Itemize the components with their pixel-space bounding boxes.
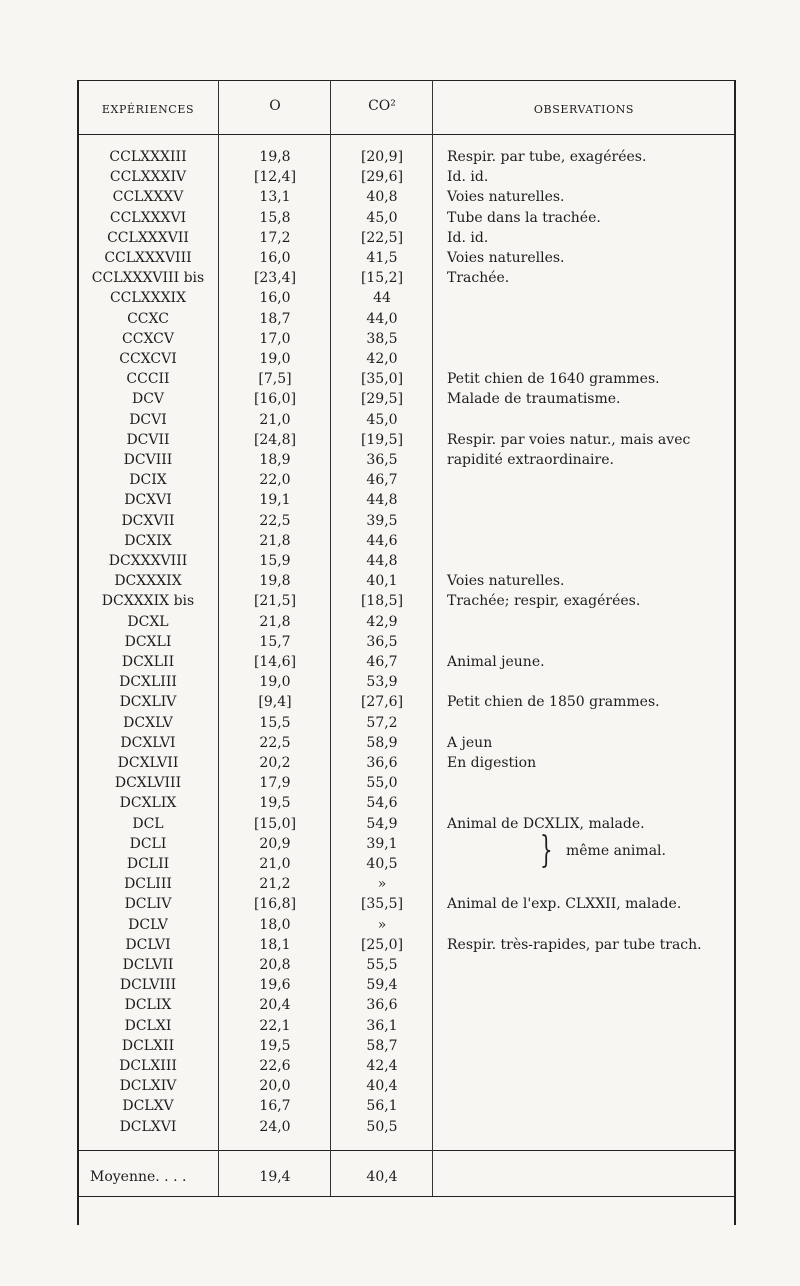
row-experience: DCLVII xyxy=(122,957,174,973)
row-o: 22,0 xyxy=(259,472,291,489)
row-experience: DCLXI xyxy=(124,1017,172,1034)
row-o: 15,7 xyxy=(259,633,291,650)
row-experience: CCLXXXIX xyxy=(109,290,187,307)
total-rule xyxy=(77,1150,736,1151)
row-co2: 42,9 xyxy=(366,613,398,630)
row-o: [14,6] xyxy=(253,654,297,670)
row-experience: CCXCV xyxy=(122,330,174,347)
row-observation: Voies naturelles. xyxy=(447,250,565,266)
row-o: [21,5] xyxy=(253,593,297,610)
row-o: 17,2 xyxy=(259,229,291,246)
row-o: 19,6 xyxy=(259,977,291,994)
row-observation: Voies naturelles. xyxy=(447,189,565,206)
row-observation: Petit chien de 1850 grammes. xyxy=(447,694,660,711)
row-observation: Respir. très-rapides, par tube trach. xyxy=(447,936,702,953)
row-o: 18,9 xyxy=(259,452,291,468)
row-experience: DCLXIV xyxy=(119,1078,177,1095)
row-experience: DCLVIII xyxy=(119,977,177,994)
row-experience: DCXIX xyxy=(124,532,172,549)
footer-co2: 40,4 xyxy=(366,1169,398,1185)
row-co2: 36,1 xyxy=(366,1017,398,1034)
row-experience: DCXVI xyxy=(124,492,172,509)
row-observation: Trachée. xyxy=(447,270,510,287)
row-co2: 56,1 xyxy=(366,1098,398,1115)
row-o: 24,0 xyxy=(259,1118,291,1135)
row-o: 18,0 xyxy=(259,916,291,933)
row-o: [24,8] xyxy=(253,431,297,448)
row-co2: 36,6 xyxy=(366,997,398,1014)
row-experience: DCV xyxy=(131,391,165,408)
row-observation: Id. id. xyxy=(447,229,489,246)
header-co2: CO² xyxy=(368,98,396,114)
row-observation: Respir. par tube, exagérées. xyxy=(447,149,647,165)
row-co2: [15,2] xyxy=(360,270,404,287)
row-experience: CCCII xyxy=(126,371,170,388)
row-o: 20,9 xyxy=(259,835,291,852)
row-experience: DCXXXIX xyxy=(114,573,182,590)
row-co2: 45,0 xyxy=(366,209,398,226)
row-co2: 36,5 xyxy=(366,452,398,468)
row-experience: DCL xyxy=(132,815,164,832)
row-co2: 36,5 xyxy=(366,633,398,650)
row-co2: 59,4 xyxy=(366,977,398,994)
row-co2: 39,5 xyxy=(366,512,398,529)
row-o: 20,0 xyxy=(259,1078,291,1095)
row-co2: 44,6 xyxy=(366,532,398,549)
footer-o: 19,4 xyxy=(259,1169,291,1185)
row-experience: CCLXXXIV xyxy=(109,169,187,186)
row-observation: Animal jeune. xyxy=(447,654,545,670)
row-o: 19,0 xyxy=(259,674,291,691)
row-experience: CCLXXXVIII bis xyxy=(91,270,205,287)
row-experience: DCXLII xyxy=(121,654,175,670)
row-o: 21,8 xyxy=(259,532,291,549)
row-o: 19,1 xyxy=(259,492,291,509)
row-o: 20,4 xyxy=(259,997,291,1014)
row-o: 18,7 xyxy=(259,310,291,327)
row-co2: 44 xyxy=(373,290,391,307)
row-observation: Trachée; respir, exagérées. xyxy=(447,593,641,610)
bracket-icon: } xyxy=(540,830,553,871)
row-experience: DCXLVIII xyxy=(114,775,182,792)
bracket-note: même animal. xyxy=(566,843,666,859)
row-co2: 58,7 xyxy=(366,1037,398,1054)
row-observation: Tube dans la trachée. xyxy=(447,209,601,226)
row-experience: DCXLVI xyxy=(120,734,176,751)
row-experience: DCLXV xyxy=(122,1098,174,1115)
row-o: 22,6 xyxy=(259,1058,291,1074)
header-observations: OBSERVATIONS xyxy=(533,103,635,116)
footer-label: Moyenne. . . . xyxy=(90,1169,187,1185)
row-experience: DCLII xyxy=(126,856,170,872)
row-observation: rapidité extraordinaire. xyxy=(447,452,614,468)
row-observation: Animal de DCXLIX, malade. xyxy=(447,815,645,832)
row-o: 19,0 xyxy=(259,351,291,367)
row-co2: 44,8 xyxy=(366,553,398,569)
row-o: 16,0 xyxy=(259,290,291,307)
row-o: 22,5 xyxy=(259,512,291,529)
row-o: 16,7 xyxy=(259,1098,291,1115)
row-experience: DCLXIII xyxy=(119,1058,177,1074)
row-experience: DCLIII xyxy=(124,876,172,893)
column-divider-2 xyxy=(330,80,331,1196)
row-co2: [29,5] xyxy=(360,391,404,408)
row-co2: 53,9 xyxy=(366,674,398,691)
row-o: 21,8 xyxy=(259,613,291,630)
row-experience: DCLXII xyxy=(121,1037,175,1054)
row-experience: CCLXXXVI xyxy=(109,209,187,226)
row-co2: 54,9 xyxy=(366,815,398,832)
row-o: 21,0 xyxy=(259,856,291,872)
row-o: 15,8 xyxy=(259,209,291,226)
row-co2: 38,5 xyxy=(366,330,398,347)
row-experience: DCLIX xyxy=(124,997,172,1014)
row-co2: [19,5] xyxy=(360,431,404,448)
row-experience: DCXLIX xyxy=(119,795,177,812)
row-co2: [35,5] xyxy=(360,896,404,913)
header-o: O xyxy=(269,98,281,114)
row-observation: En digestion xyxy=(447,755,537,771)
row-observation: Id. id. xyxy=(447,169,489,186)
row-co2: 57,2 xyxy=(366,714,398,731)
table-top-rule xyxy=(77,80,736,81)
row-co2: » xyxy=(377,876,387,893)
row-o: [7,5] xyxy=(258,371,292,388)
row-co2: » xyxy=(377,916,387,933)
row-o: 19,8 xyxy=(259,573,291,590)
row-experience: CCLXXXV xyxy=(112,189,184,206)
row-co2: 39,1 xyxy=(366,835,398,852)
row-experience: DCXXXVIII xyxy=(108,553,188,569)
row-co2: [18,5] xyxy=(360,593,404,610)
row-o: 22,1 xyxy=(259,1017,291,1034)
row-co2: [20,9] xyxy=(360,149,404,165)
row-experience: CCXCVI xyxy=(119,351,177,367)
row-o: 17,9 xyxy=(259,775,291,792)
row-observation: Animal de l'exp. CLXXII, malade. xyxy=(447,896,682,913)
row-o: 21,0 xyxy=(259,411,291,428)
row-experience: DCXLVII xyxy=(117,755,179,771)
row-o: 19,5 xyxy=(259,795,291,812)
row-o: [16,0] xyxy=(253,391,297,408)
row-experience: DCLIV xyxy=(124,896,172,913)
row-o: 19,8 xyxy=(259,149,291,165)
row-o: 17,0 xyxy=(259,330,291,347)
row-experience: DCXLI xyxy=(124,633,172,650)
row-o: 16,0 xyxy=(259,250,291,266)
row-co2: [35,0] xyxy=(360,371,404,388)
row-o: 20,2 xyxy=(259,755,291,771)
row-o: [23,4] xyxy=(253,270,297,287)
row-co2: [27,6] xyxy=(360,694,404,711)
row-experience: DCVII xyxy=(126,431,170,448)
row-o: 22,5 xyxy=(259,734,291,751)
row-observation: Voies naturelles. xyxy=(447,573,565,590)
row-observation: A jeun xyxy=(447,734,493,751)
row-co2: 40,4 xyxy=(366,1078,398,1095)
row-co2: 46,7 xyxy=(366,472,398,489)
row-co2: 50,5 xyxy=(366,1118,398,1135)
row-observation: Malade de traumatisme. xyxy=(447,391,621,408)
row-experience: CCLXXXIII xyxy=(109,149,187,165)
row-o: [15,0] xyxy=(253,815,297,832)
row-experience: DCIX xyxy=(129,472,167,489)
row-experience: DCVIII xyxy=(123,452,173,468)
row-co2: 41,5 xyxy=(366,250,398,266)
row-co2: 55,0 xyxy=(366,775,398,792)
row-co2: 46,7 xyxy=(366,654,398,670)
row-experience: DCXLV xyxy=(123,714,173,731)
row-experience: DCLXVI xyxy=(119,1118,177,1135)
row-experience: DCVI xyxy=(129,411,167,428)
row-co2: 44,0 xyxy=(366,310,398,327)
row-experience: DCLI xyxy=(129,835,167,852)
header-experiences: EXPÉRIENCES xyxy=(101,103,195,116)
header-rule xyxy=(77,134,736,135)
row-o: [9,4] xyxy=(258,694,292,711)
row-co2: [29,6] xyxy=(360,169,404,186)
row-co2: 58,9 xyxy=(366,734,398,751)
row-o: 15,5 xyxy=(259,714,291,731)
row-co2: 36,6 xyxy=(366,755,398,771)
row-co2: 44,8 xyxy=(366,492,398,509)
row-co2: 42,4 xyxy=(366,1058,398,1074)
row-co2: 55,5 xyxy=(366,957,398,973)
row-experience: CCXC xyxy=(127,310,169,327)
row-co2: 40,1 xyxy=(366,573,398,590)
row-o: 18,1 xyxy=(259,936,291,953)
column-divider-3 xyxy=(432,80,433,1196)
row-experience: DCXLIV xyxy=(119,694,177,711)
row-co2: 40,5 xyxy=(366,856,398,872)
row-experience: CCLXXXVIII xyxy=(104,250,192,266)
row-experience: DCLVI xyxy=(125,936,171,953)
row-o: [16,8] xyxy=(253,896,297,913)
row-o: 20,8 xyxy=(259,957,291,973)
row-experience: DCXVII xyxy=(121,512,175,529)
row-experience: DCXLIII xyxy=(119,674,177,691)
row-experience: DCLV xyxy=(128,916,168,933)
row-o: 21,2 xyxy=(259,876,291,893)
row-observation: Respir. par voies natur., mais avec xyxy=(447,431,691,448)
row-co2: [22,5] xyxy=(360,229,404,246)
row-co2: 54,6 xyxy=(366,795,398,812)
row-observation: Petit chien de 1640 grammes. xyxy=(447,371,660,388)
column-divider-1 xyxy=(218,80,219,1196)
row-o: [12,4] xyxy=(253,169,297,186)
row-experience: DCXL xyxy=(127,613,169,630)
row-experience: CCLXXXVII xyxy=(107,229,189,246)
table-bottom-rule xyxy=(77,1196,736,1197)
row-co2: 40,8 xyxy=(366,189,398,206)
row-experience: DCXXXIX bis xyxy=(101,593,195,610)
row-o: 19,5 xyxy=(259,1037,291,1054)
row-co2: 45,0 xyxy=(366,411,398,428)
row-co2: 42,0 xyxy=(366,351,398,367)
row-o: 13,1 xyxy=(259,189,291,206)
row-co2: [25,0] xyxy=(360,936,404,953)
row-o: 15,9 xyxy=(259,553,291,569)
